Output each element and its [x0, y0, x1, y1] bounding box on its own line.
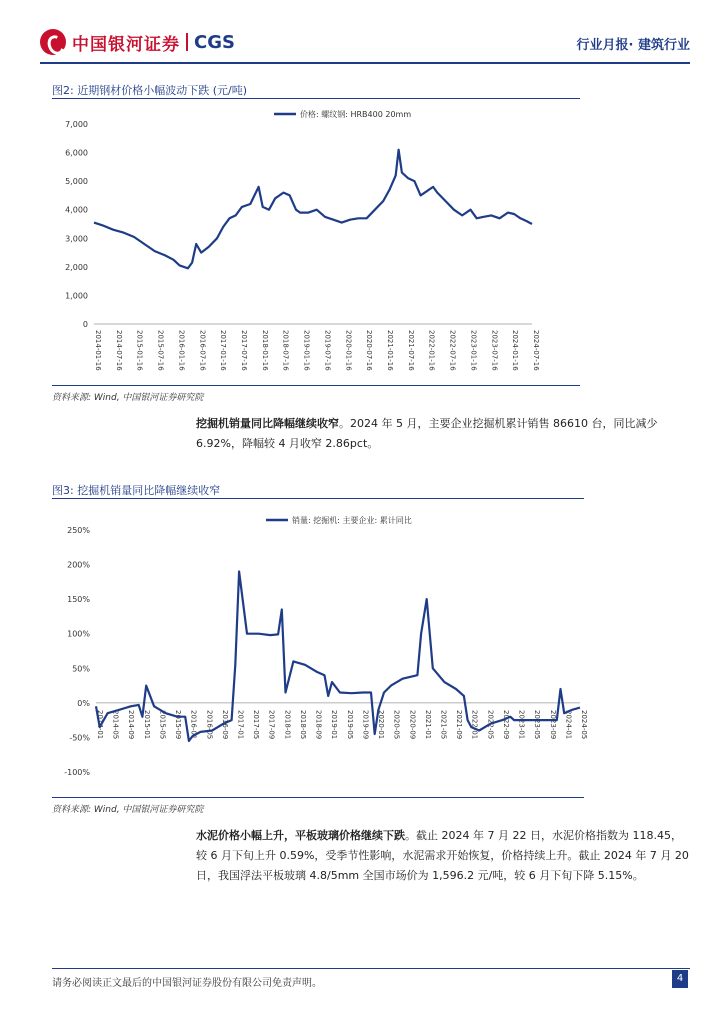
fig3-title: 图3: 挖掘机销量同比降幅继续收窄	[52, 484, 221, 497]
x-tick-label: 2019-07-16	[323, 330, 332, 371]
y-tick-label: 0	[82, 320, 88, 329]
x-tick-label: 2024-07-16	[532, 330, 540, 371]
x-tick-label: 2014-09	[127, 710, 136, 740]
x-tick-label: 2020-07-16	[365, 330, 374, 371]
x-tick-label: 2023-09	[548, 710, 557, 740]
series-line	[94, 150, 532, 269]
x-tick-label: 2014-01-16	[94, 330, 102, 371]
x-tick-label: 2015-01	[142, 710, 151, 740]
x-tick-label: 2018-09	[314, 710, 323, 740]
x-tick-label: 2020-09	[408, 710, 417, 740]
paragraph-excavator-lead: 挖掘机销量同比降幅继续收窄	[196, 417, 339, 430]
x-tick-label: 2017-01-16	[219, 330, 228, 371]
fig3-chart	[52, 502, 588, 794]
x-tick-label: 2024-05	[580, 710, 588, 740]
y-tick-label: 150%	[67, 595, 90, 605]
x-tick-label: 2023-05	[533, 710, 542, 740]
y-tick-label: 0%	[77, 698, 90, 708]
y-tick-label: 6,000	[65, 148, 88, 158]
x-tick-label: 2022-01-16	[427, 330, 436, 371]
paragraph-excavator	[196, 414, 692, 454]
x-tick-label: 2022-01	[470, 710, 479, 740]
logo-text-cn: 中国银河证券	[72, 34, 180, 55]
x-tick-label: 2024-01-16	[511, 330, 520, 371]
x-tick-label: 2022-05	[486, 710, 495, 740]
logo-icon	[40, 29, 66, 55]
y-tick-label: -50%	[69, 733, 90, 743]
x-tick-label: 2016-05	[205, 710, 214, 740]
paragraph-cement	[196, 826, 692, 886]
paragraph-excavator-body: 。2024 年 5 月，主要企业挖掘机累计销售 86610 台，同比减少 6.92%，降幅较 4 月收窄 2.86pct。	[196, 417, 658, 450]
logo-text-en: CGS	[194, 31, 235, 53]
fig2-title: 图2: 近期钢材价格小幅波动下跌 (元/吨)	[52, 84, 247, 97]
x-tick-label: 2020-01-16	[344, 330, 353, 371]
x-tick-label: 2016-09	[220, 710, 229, 740]
y-tick-label: 4,000	[65, 205, 88, 215]
x-tick-label: 2019-01	[330, 710, 339, 740]
x-tick-label: 2021-07-16	[406, 330, 415, 371]
x-tick-label: 2016-01-16	[177, 330, 186, 371]
fig3-bottom-rule	[52, 797, 584, 798]
x-tick-label: 2015-05	[158, 710, 167, 740]
y-tick-label: 1,000	[65, 291, 88, 301]
x-tick-label: 2017-01	[236, 710, 245, 740]
x-tick-label: 2019-05	[345, 710, 354, 740]
x-tick-label: 2020-05	[392, 710, 401, 740]
y-tick-label: -100%	[64, 768, 90, 777]
y-tick-label: 3,000	[65, 234, 88, 244]
x-tick-label: 2023-01	[517, 710, 526, 740]
y-tick-label: 5,000	[65, 177, 88, 187]
fig3-source: 资料来源: Wind, 中国银河证券研究院	[52, 805, 204, 815]
fig2-source: 资料来源: Wind, 中国银河证券研究院	[52, 393, 204, 403]
page-number: 4	[672, 970, 688, 988]
y-tick-label: 100%	[67, 629, 90, 639]
y-tick-label: 200%	[67, 560, 90, 570]
y-tick-label: 2,000	[65, 262, 88, 272]
paragraph-cement-body: 。截止 2024 年 7 月 22 日，水泥价格指数为 118.45，较 6 月下旬上升 0.59%，受季节性影响，水泥需求开始恢复，价格持续上升。截止 2024 年 7 月 20 日，我国浮法平板玻璃 4.8/5mm 全国市场价为 1,596.2 元/吨，较 6 月下旬下降 5.15%。	[196, 829, 689, 882]
x-tick-label: 2019-01-16	[302, 330, 311, 371]
footer-divider	[52, 968, 690, 969]
x-tick-label: 2018-01	[283, 710, 292, 740]
x-tick-label: 2018-05	[298, 710, 307, 740]
x-tick-label: 2016-07-16	[198, 330, 207, 371]
header-divider	[40, 62, 690, 64]
x-tick-label: 2015-09	[174, 710, 183, 740]
fig2-bottom-rule	[52, 385, 580, 386]
y-tick-label: 7,000	[65, 120, 88, 129]
fig2-chart	[52, 102, 580, 380]
x-tick-label: 2019-09	[361, 710, 370, 740]
x-tick-label: 2021-01-16	[386, 330, 394, 371]
x-tick-label: 2015-01-16	[135, 330, 144, 371]
x-tick-label: 2016-01	[189, 710, 198, 740]
x-tick-label: 2022-09	[501, 710, 510, 740]
x-tick-label: 2021-09	[455, 710, 464, 740]
x-tick-label: 2014-01	[96, 710, 104, 740]
x-tick-label: 2021-01	[423, 710, 432, 740]
y-tick-label: 50%	[72, 664, 90, 674]
fig2-title-rule	[52, 98, 580, 99]
x-tick-label: 2018-01-16	[260, 330, 269, 371]
x-tick-label: 2021-05	[439, 710, 448, 740]
x-tick-label: 2022-07-16	[448, 330, 457, 371]
x-tick-label: 2014-07-16	[114, 330, 123, 371]
report-type: 行业月报· 建筑行业	[576, 38, 690, 53]
footer-disclaimer: 请务必阅读正文最后的中国银河证券股份有限公司免责声明。	[52, 978, 322, 989]
fig3-title-rule	[52, 498, 584, 499]
x-tick-label: 2018-07-16	[281, 330, 290, 371]
y-tick-label: 250%	[67, 526, 90, 535]
legend-label: 价格: 螺纹钢: HRB400 20mm	[300, 110, 412, 119]
x-tick-label: 2015-07-16	[156, 330, 165, 371]
x-tick-label: 2017-09	[267, 710, 276, 740]
logo-separator	[186, 33, 188, 51]
x-tick-label: 2017-05	[252, 710, 261, 740]
x-tick-label: 2024-01	[564, 710, 573, 740]
x-tick-label: 2014-05	[111, 710, 120, 740]
legend-label: 销量: 挖掘机: 主要企业: 累计同比	[292, 516, 412, 525]
paragraph-cement-lead: 水泥价格小幅上升，平板玻璃价格继续下跌	[196, 829, 405, 842]
brand-logo	[40, 28, 235, 56]
x-tick-label: 2023-07-16	[490, 330, 499, 371]
x-tick-label: 2020-01	[377, 710, 386, 740]
x-tick-label: 2017-07-16	[240, 330, 248, 371]
x-tick-label: 2023-01-16	[469, 330, 478, 371]
